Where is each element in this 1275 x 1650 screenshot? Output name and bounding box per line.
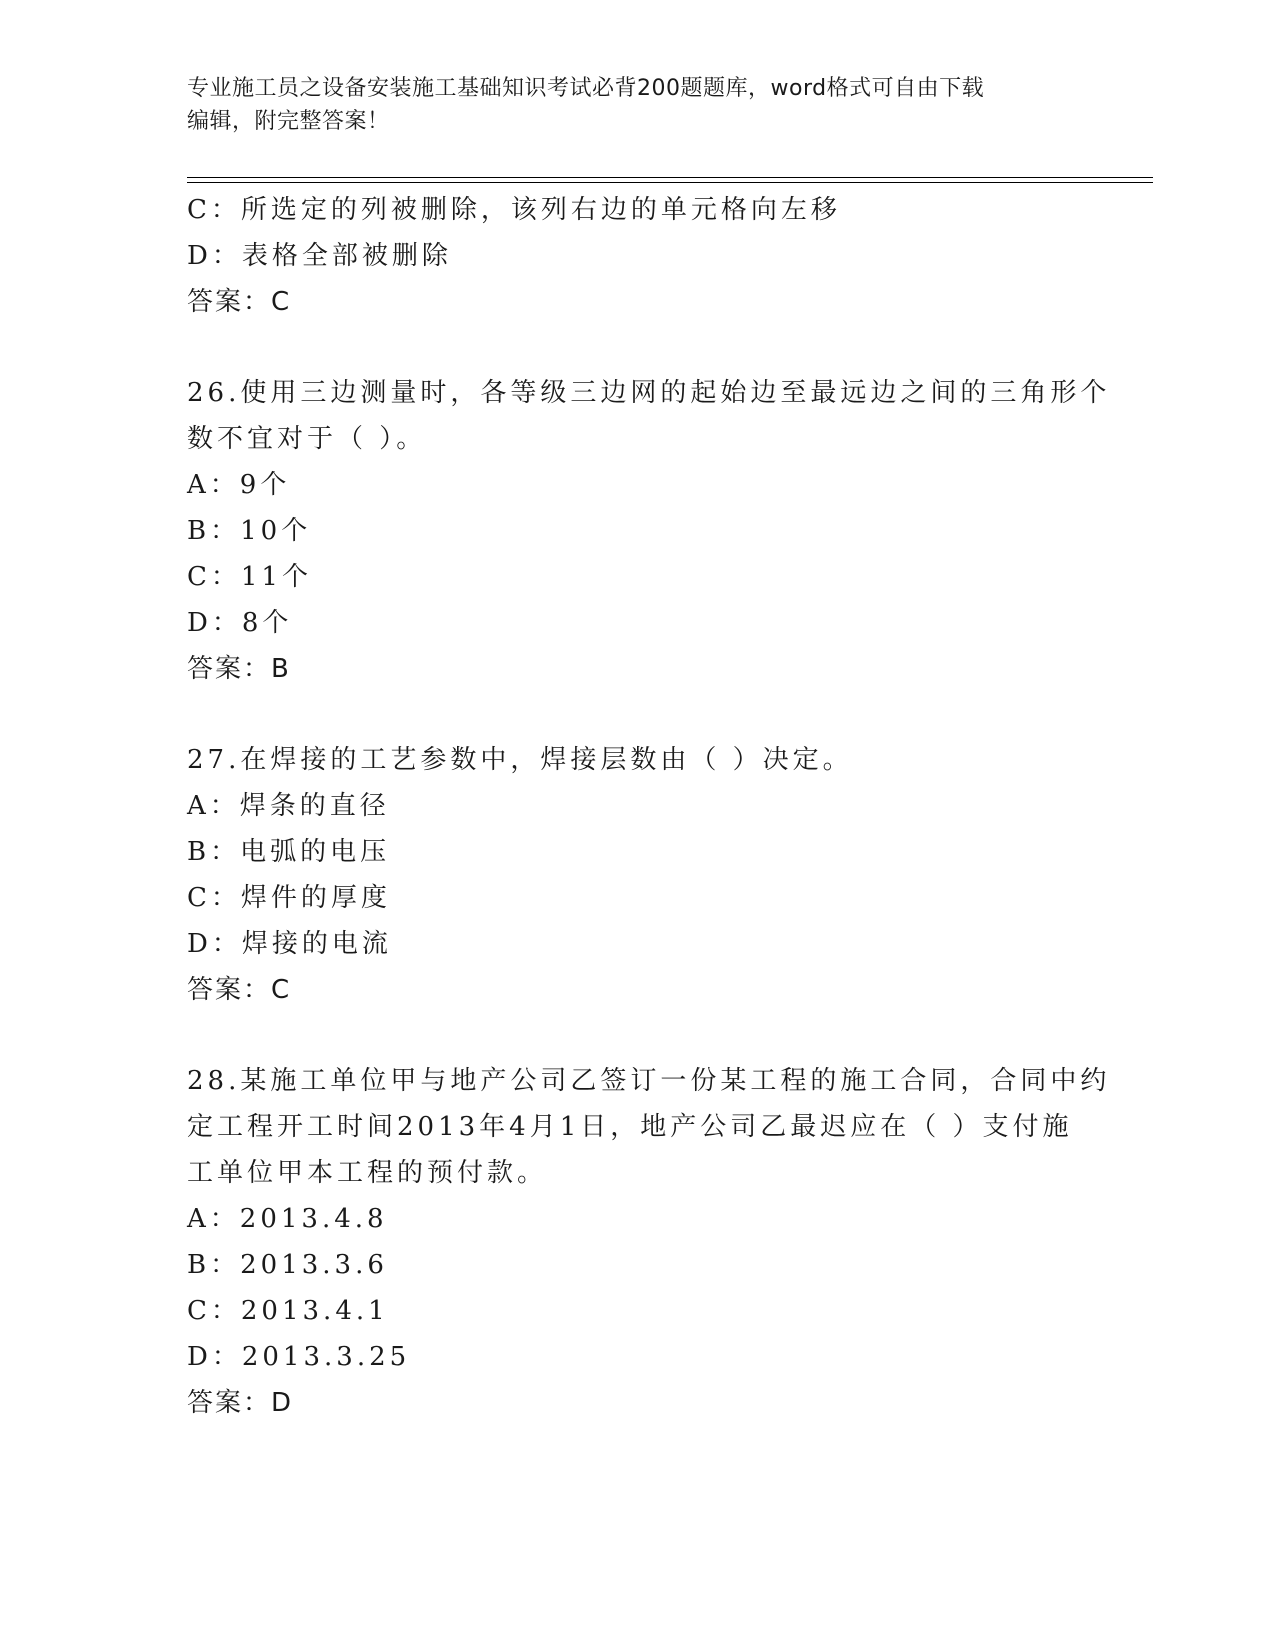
document-body: [187, 187, 1111, 1426]
option-b: B：电弧的电压: [187, 837, 391, 867]
question-stem-line: 定工程开工时间2013年4月1日，地产公司乙最迟应在（ ）支付施: [187, 1112, 1073, 1142]
option-a: A：9个: [187, 470, 291, 500]
answer-line: 答案：C: [187, 287, 292, 317]
document-header: [187, 72, 1087, 138]
option-c: C：2013.4.1: [187, 1296, 389, 1326]
option-a: A：2013.4.8: [187, 1204, 388, 1234]
question-27: [187, 737, 1087, 1013]
question-stem-line: 数不宜对于（ ）。: [187, 424, 427, 454]
header-rule-bottom: [187, 182, 1153, 183]
question-stem-line: 26.使用三边测量时，各等级三边网的起始边至最远边之间的三角形个: [187, 378, 1111, 408]
option-b: B：10个: [187, 516, 312, 546]
option-a: A：焊条的直径: [187, 791, 390, 821]
question-28: [187, 1058, 1111, 1426]
option-c: C：焊件的厚度: [187, 883, 391, 913]
option-c: C：所选定的列被删除，该列右边的单元格向左移: [187, 195, 841, 225]
question-25: [187, 187, 1087, 325]
question-spacer: [187, 325, 1087, 370]
option-d: D：2013.3.25: [187, 1342, 411, 1372]
answer-line: 答案：D: [187, 1388, 294, 1418]
answer-line: 答案：B: [187, 654, 291, 684]
answer-line: 答案：C: [187, 975, 292, 1005]
option-d: D：8个: [187, 608, 293, 638]
option-b: B：2013.3.6: [187, 1250, 388, 1280]
question-stem-line: 27.在焊接的工艺参数中，焊接层数由（ ）决定。: [187, 745, 853, 775]
question-26: [187, 370, 1111, 692]
option-d: D：表格全部被删除: [187, 241, 452, 271]
question-stem-line: 28.某施工单位甲与地产公司乙签订一份某工程的施工合同，合同中约: [187, 1066, 1111, 1096]
question-spacer: [187, 692, 1087, 737]
header-title-line-1: 专业施工员之设备安装施工基础知识考试必背200题题库，word格式可自由下载: [187, 76, 985, 101]
question-stem-line: 工单位甲本工程的预付款。: [187, 1158, 548, 1188]
option-c: C：11个: [187, 562, 312, 592]
header-rule-top: [187, 177, 1153, 178]
question-spacer: [187, 1013, 1087, 1058]
header-title-line-2: 编辑，附完整答案！: [187, 109, 390, 134]
option-d: D：焊接的电流: [187, 929, 392, 959]
